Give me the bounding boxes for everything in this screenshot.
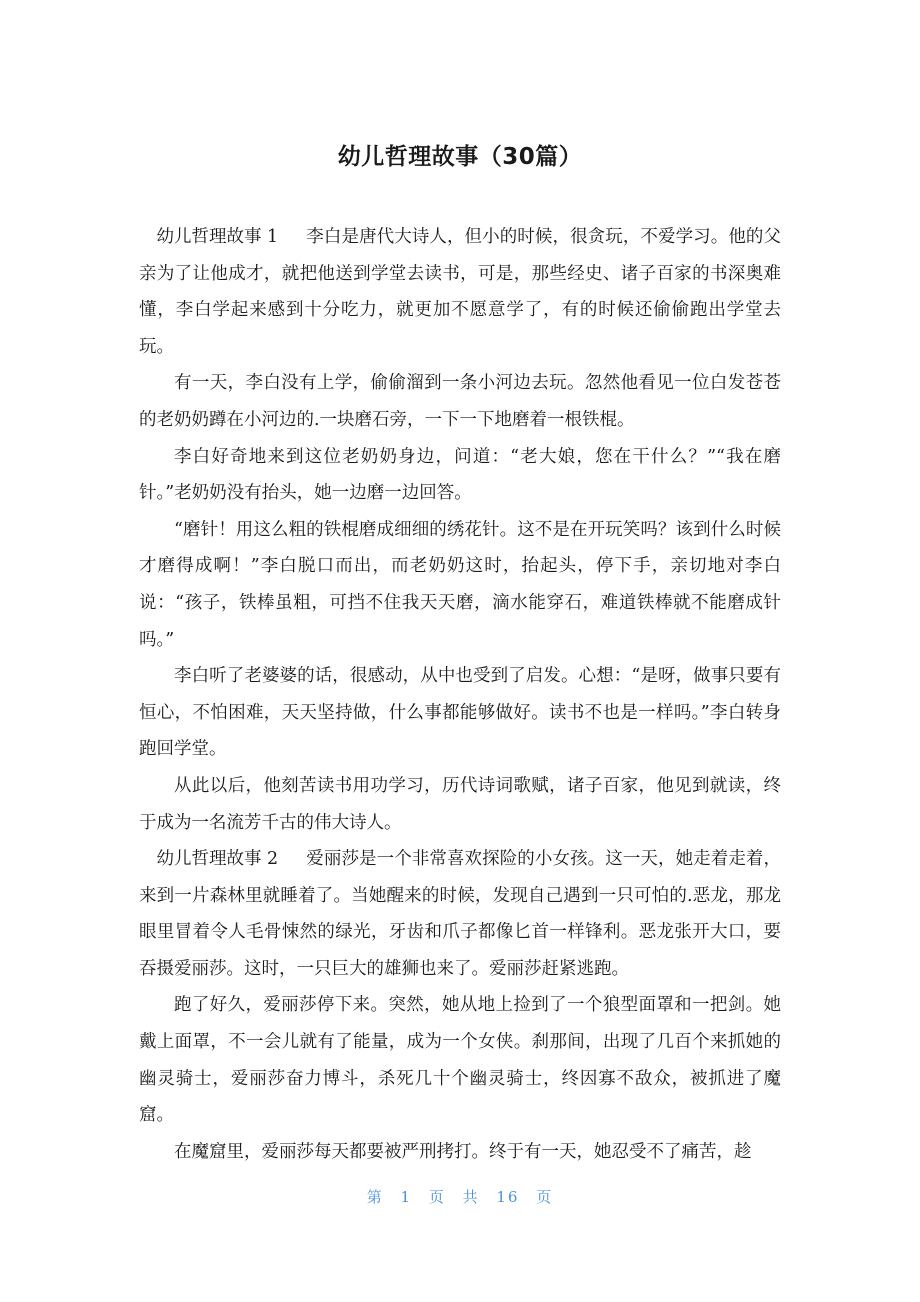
- paragraph-text: 李白是唐代大诗人，但小的时候，很贪玩，不爱学习。他的父亲为了让他成才，就把他送到学堂去读书，可是，那些经史、诸子百家的书深奥难懂，李白学起来感到十分吃力，就更加不愿意学了，有的时候还偷偷跑出学堂去玩。: [139, 227, 781, 357]
- story-1-paragraph-6: 从此以后，他刻苦读书用功学习，历代诗词歌赋，诸子百家，他见到就读，终于成为一名流芳千古的伟大诗人。: [139, 775, 781, 833]
- story-heading: 幼儿哲理故事 1: [156, 227, 279, 247]
- paragraph-text: 爱丽莎是一个非常喜欢探险的小女孩。这一天，她走着走着，来到一片森林里就睡着了。当她醒来的时候，发现自己遇到一只可怕的.恶龙，那龙眼里冒着令人毛骨悚然的绿光，牙齿和爪子都像匕首一样锋利。恶龙张开大口，要吞摄爱丽莎。这时，一只巨大的雄狮也来了。爱丽莎赶紧逃跑。: [139, 849, 781, 979]
- story-2-paragraph-3: 在魔窟里，爱丽莎每天都要被严刑拷打。终于有一天，她忍受不了痛苦，趁: [174, 1141, 752, 1162]
- page-number-footer: 第 1 页 共 16 页: [366, 1188, 554, 1206]
- story-1-paragraph-5: 李白听了老婆婆的话，很感动，从中也受到了启发。心想：“是呀，做事只要有恒心，不怕困难，天天坚持做，什么事都能够做好。读书不也是一样吗。”李白转身跑回学堂。: [139, 666, 781, 760]
- story-2-paragraph-2: 跑了好久，爱丽莎停下来。突然，她从地上捡到了一个狼型面罩和一把剑。她戴上面罩，不一会儿就有了能量，成为一个女侠。刹那间，出现了几百个来抓她的幽灵骑士，爱丽莎奋力博斗，杀死几十个幽灵骑士，终因寡不敌众，被抓进了魔窟。: [139, 995, 781, 1126]
- document-body: [139, 219, 781, 1170]
- document-title: 幼儿哲理故事（30篇）: [337, 144, 583, 170]
- story-2-paragraph-1: [139, 841, 781, 987]
- story-1-paragraph-2: 有一天，李白没有上学，偷偷溜到一条小河边去玩。忽然他看见一位白发苍苍的老奶奶蹲在小河边的.一块磨石旁，一下一下地磨着一根铁棍。: [139, 373, 781, 430]
- story-1-paragraph-1: [139, 219, 781, 365]
- story-1-paragraph-3: 李白好奇地来到这位老奶奶身边，问道：“老大娘，您在干什么？”“我在磨针。”老奶奶没有抬头，她一边磨一边回答。: [139, 446, 781, 504]
- story-heading: 幼儿哲理故事 2: [156, 849, 279, 870]
- story-1-paragraph-4: “磨针！用这么粗的铁棍磨成细细的绣花针。这不是在开玩笑吗？该到什么时候才磨得成啊！”李白脱口而出，而老奶奶这时，抬起头，停下手，亲切地对李白说：“孩子，铁棒虽粗，可挡不住我天天磨，滴水能穿石，难道铁棒就不能磨成针吗。”: [139, 519, 781, 650]
